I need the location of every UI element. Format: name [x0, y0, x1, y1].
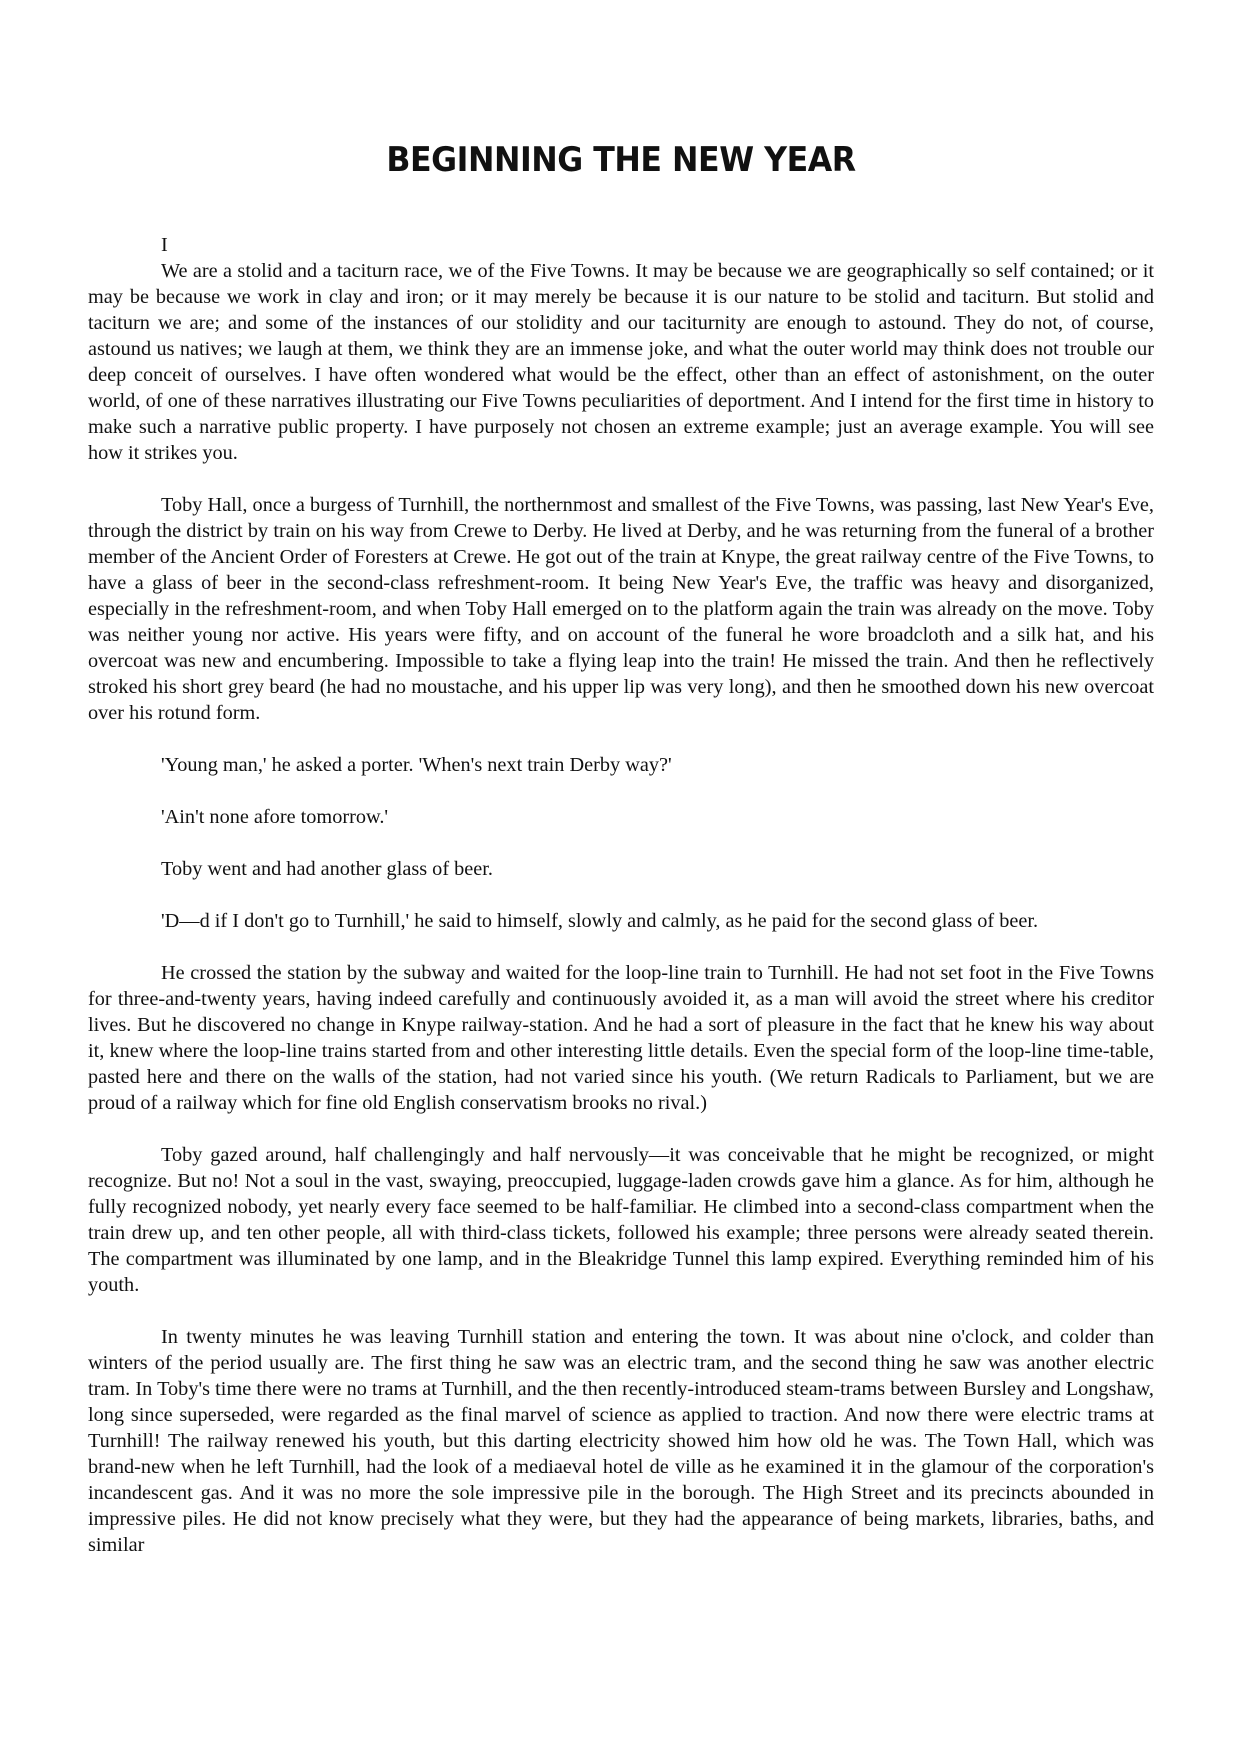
paragraph: We are a stolid and a taciturn race, we of the Five Towns. It may be because we are geographically so self contained; or it may be because we work in clay and iron; or it may merely be because it is our nature to be stolid and taciturn. But stolid and taciturn we are; and some of the instances of our stolidity and our taciturnity are enough to astound. They do not, of course, astound us natives; we laugh at them, we think they are an immense joke, and what the outer world may think does not trouble our deep conceit of ourselves. I have often wondered what would be the effect, other than an effect of astonishment, on the outer world, of one of these narratives illustrating our Five Towns peculiarities of deportment. And I intend for the first time in history to make such a narrative public property. I have purposely not chosen an extreme example; just an average example. You will see how it strikes you.	[88, 260, 1154, 464]
chapter-title: BEGINNING THE NEW YEAR	[386, 140, 856, 180]
section-number: I	[161, 234, 168, 256]
paragraph: In twenty minutes he was leaving Turnhill station and entering the town. It was about nine o'clock, and colder than winters of the period usually are. The first thing he saw was an electric tram, and the second thing he saw was another electric tram. In Toby's time there were no trams at Turnhill, and the then recently-introduced steam-trams between Bursley and Longshaw, long since superseded, were regarded as the final marvel of science as applied to traction. And now there were electric trams at Turnhill! The railway renewed his youth, but this darting electricity showed him how old he was. The Town Hall, which was brand-new when he left Turnhill, had the look of a mediaeval hotel de ville as he examined it in the glamour of the corporation's incandescent gas. And it was no more the sole impressive pile in the borough. The High Street and its precincts abounded in impressive piles. He did not know precisely what they were, but they had the appearance of being markets, libraries, baths, and similar	[88, 1326, 1154, 1556]
paragraph: 'D—d if I don't go to Turnhill,' he said to himself, slowly and calmly, as he paid for the second glass of beer.	[161, 910, 1039, 932]
paragraph: 'Young man,' he asked a porter. 'When's next train Derby way?'	[161, 754, 672, 776]
body-text	[88, 258, 1154, 1584]
paragraph: Toby gazed around, half challengingly and half nervously—it was conceivable that he might be recognized, or might recognize. But no! Not a soul in the vast, swaying, preoccupied, luggage-laden crowds gave him a glance. As for him, although he fully recognized nobody, yet nearly every face seemed to be half-familiar. He climbed into a second-class compartment when the train drew up, and ten other people, all with third-class tickets, followed his example; three persons were already seated therein. The compartment was illuminated by one lamp, and in the Bleakridge Tunnel this lamp expired. Everything reminded him of his youth.	[88, 1144, 1154, 1296]
paragraph: Toby Hall, once a burgess of Turnhill, the northernmost and smallest of the Five Towns, was passing, last New Year's Eve, through the district by train on his way from Crewe to Derby. He lived at Derby, and he was returning from the funeral of a brother member of the Ancient Order of Foresters at Crewe. He got out of the train at Knype, the great railway centre of the Five Towns, to have a glass of beer in the second-class refreshment-room. It being New Year's Eve, the traffic was heavy and disorganized, especially in the refreshment-room, and when Toby Hall emerged on to the platform again the train was already on the move. Toby was neither young nor active. His years were fifty, and on account of the funeral he wore broadcloth and a silk hat, and his overcoat was new and encumbering. Impossible to take a flying leap into the train! He missed the train. And then he reflectively stroked his short grey beard (he had no moustache, and his upper lip was very long), and then he smoothed down his new overcoat over his rotund form.	[88, 494, 1154, 724]
paragraph: 'Ain't none afore tomorrow.'	[161, 806, 389, 828]
paragraph: Toby went and had another glass of beer.	[161, 858, 493, 880]
paragraph: He crossed the station by the subway and waited for the loop-line train to Turnhill. He had not set foot in the Five Towns for three-and-twenty years, having indeed carefully and continuously avoided it, as a man will avoid the street where his creditor lives. But he discovered no change in Knype railway-station. And he had a sort of pleasure in the fact that he knew his way about it, knew where the loop-line trains started from and other interesting little details. Even the special form of the loop-line time-table, pasted here and there on the walls of the station, had not varied since his youth. (We return Radicals to Parliament, but we are proud of a railway which for fine old English conservatism brooks no rival.)	[88, 962, 1154, 1114]
